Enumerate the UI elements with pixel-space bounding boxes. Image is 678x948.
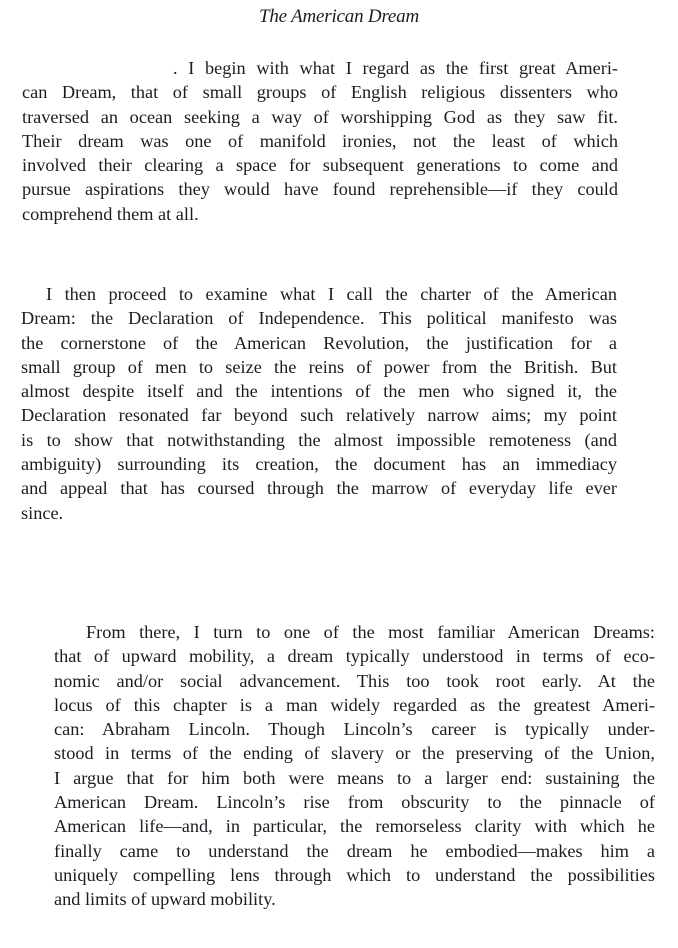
text-line: and limits of upward mobility. [54,889,276,910]
text-line: finally came to understand the dream he embodied—makes him a [54,840,655,861]
text-line: I then proceed to examine what I call the charter of the American [46,284,617,304]
paragraph-upward-mobility [54,620,655,912]
running-head: The American Dream [259,6,419,27]
text-line: almost despite itself and the intentions of the men who signed it, the [21,381,617,402]
text-line: involved their clearing a space for subsequent generations to come and [22,155,618,176]
text-line: is to show that notwithstanding the almost impossible remoteness (and [21,429,617,450]
text-line: nomic and/or social advancement. This too took root early. At the [54,670,655,691]
text-line: ambiguity) surrounding its creation, the document has an immediacy [21,454,617,475]
text-line: can: Abraham Lincoln. Though Lincoln’s career is typically under- [54,719,655,740]
text-line: since. [21,502,64,523]
text-line: the cornerstone of the American Revolution, the justification for a [21,332,617,353]
text-line: and appeal that has coursed through the marrow of everyday life ever [21,478,617,499]
text-line: uniquely compelling lens through which to understand the possibilities [54,864,655,885]
text-line: can Dream, that of small groups of English religious dissenters who [22,82,618,103]
text-line: small group of men to seize the reins of power from the British. But [21,356,617,377]
text-line: Declaration resonated far beyond such relatively narrow aims; my point [21,405,617,426]
text-line: stood in terms of the ending of slavery or the preserving of the Union, [54,743,655,764]
text-line: . I begin with what I regard as the first great Ameri- [173,58,618,78]
text-line: I argue that for him both were means to a larger end: sustaining the [54,767,655,788]
text-line: American life—and, in particular, the remorseless clarity with which he [54,816,655,837]
paragraph-puritans [22,56,618,226]
text-line: comprehend them at all. [22,203,199,224]
text-line: pursue aspirations they would have found reprehensible—if they could [22,179,618,200]
text-line: American Dream. Lincoln’s rise from obscurity to the pinnacle of [54,792,655,813]
text-line: that of upward mobility, a dream typically understood in terms of eco- [54,646,655,667]
text-line: locus of this chapter is a man widely regarded as the greatest Ameri- [54,694,655,715]
text-line: Their dream was one of manifold ironies, not the least of which [22,130,618,151]
text-line: traversed an ocean seeking a way of worshipping God as they saw fit. [22,106,618,127]
paragraph-declaration [21,282,617,525]
text-line: From there, I turn to one of the most familiar American Dreams: [86,622,655,642]
text-line: Dream: the Declaration of Independence. This political manifesto was [21,308,617,329]
